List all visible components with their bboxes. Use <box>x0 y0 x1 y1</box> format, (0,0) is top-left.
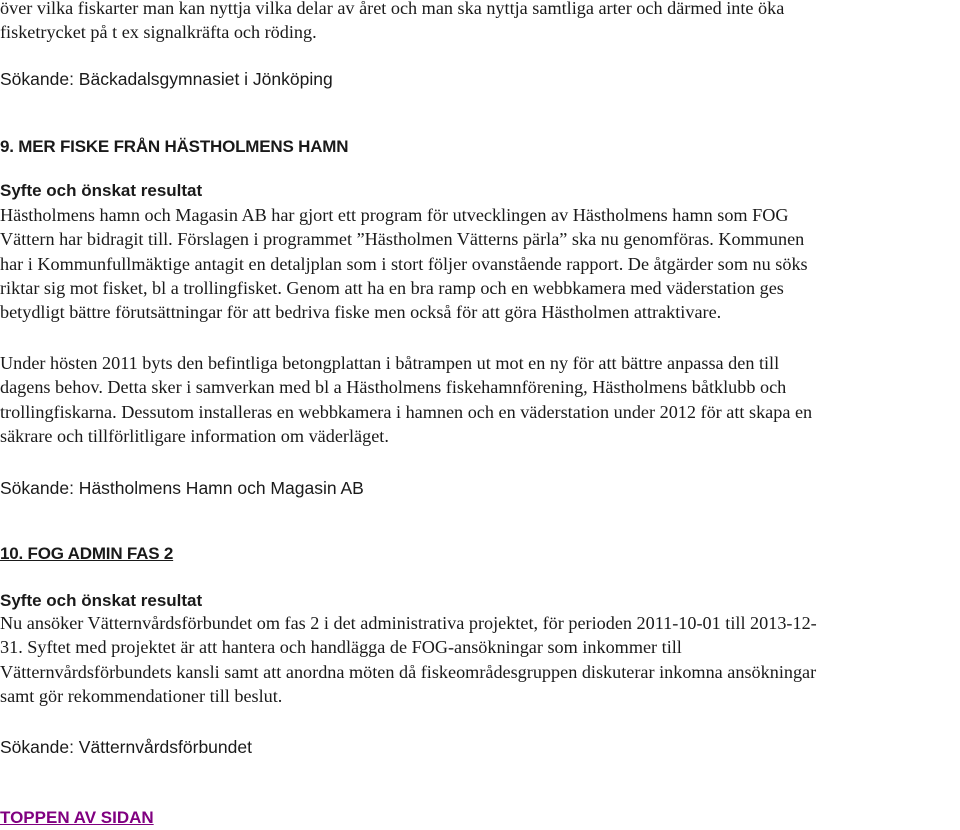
paragraph-line: betydligt bättre förutsättningar för att bedriva fiske men också för att göra Hästholmen attraktivare. <box>0 302 722 323</box>
section-9-paragraph-2 <box>0 351 812 448</box>
intro-line: över vilka fiskarter man kan nyttja vilka delar av året och man ska nyttja samtliga arter och därmed inte öka <box>0 0 785 18</box>
seeker-hastholmen: Sökande: Hästholmens Hamn och Magasin AB <box>0 478 364 498</box>
section-10-paragraph-1 <box>0 611 817 708</box>
paragraph-line: har i Kommunfullmäktige antagit en detaljplan som i stort följer ovanstående rapport. De åtgärder som nu söks <box>0 253 808 274</box>
top-of-page-link[interactable]: TOPPEN AV SIDAN <box>0 808 154 827</box>
paragraph-line: Vättern har bidragit till. Förslagen i programmet ”Hästholmen Vätterns pärla” ska nu genomföras. Kommunen <box>0 229 805 250</box>
footer <box>0 807 154 829</box>
paragraph-line: Hästholmens hamn och Magasin AB har gjort ett program för utvecklingen av Hästholmens hamn som FOG <box>0 205 789 225</box>
intro-line: fisketrycket på t ex signalkräfta och röding. <box>0 22 317 43</box>
paragraph-line: trollingfiskarna. Dessutom installeras en webbkamera i hamnen och en väderstation under 2012 för att skapa en <box>0 401 813 422</box>
paragraph-line: samt gör rekommendationer till beslut. <box>0 685 283 706</box>
section-10-heading: 10. FOG ADMIN FAS 2 <box>0 544 174 563</box>
paragraph-line: dagens behov. Detta sker i samverkan med bl a Hästholmens fiskehamnförening, Hästholmens båtklubb och <box>0 377 787 398</box>
seeker-vatternvardsforbundet: Sökande: Vätternvårdsförbundet <box>0 737 252 757</box>
paragraph-line: Under hösten 2011 byts den befintliga betongplattan i båtrampen ut mot en ny för att bättre anpassa den till <box>0 353 780 373</box>
paragraph-line: 31. Syftet med projektet är att hantera och handlägga de FOG-ansökningar som inkommer till <box>0 637 682 658</box>
paragraph-line: Nu ansöker Vätternvårdsförbundet om fas 2 i det administrativa projektet, för perioden 2011-10-01 till 2013-12- <box>0 613 817 633</box>
section-9-paragraph-1 <box>0 203 808 324</box>
seeker-backadal: Sökande: Bäckadalsgymnasiet i Jönköping <box>0 69 333 89</box>
intro-paragraph <box>0 0 784 45</box>
section-10-subheading: Syfte och önskat resultat <box>0 591 203 610</box>
section-9-subheading: Syfte och önskat resultat <box>0 181 203 200</box>
section-9-heading: 9. MER FISKE FRÅN HÄSTHOLMENS HAMN <box>0 137 349 156</box>
paragraph-line: riktar sig mot fisket, bl a trollingfisket. Genom att ha en bra ramp och en webbkamera med väderstation ges <box>0 277 784 298</box>
paragraph-line: Vätternvårdsförbundets kansli samt att anordna möten då fiskeområdesgruppen diskuterar inkomna ansökningar <box>0 661 817 682</box>
paragraph-line: säkrare och tillförlitligare information om väderläget. <box>0 425 389 446</box>
